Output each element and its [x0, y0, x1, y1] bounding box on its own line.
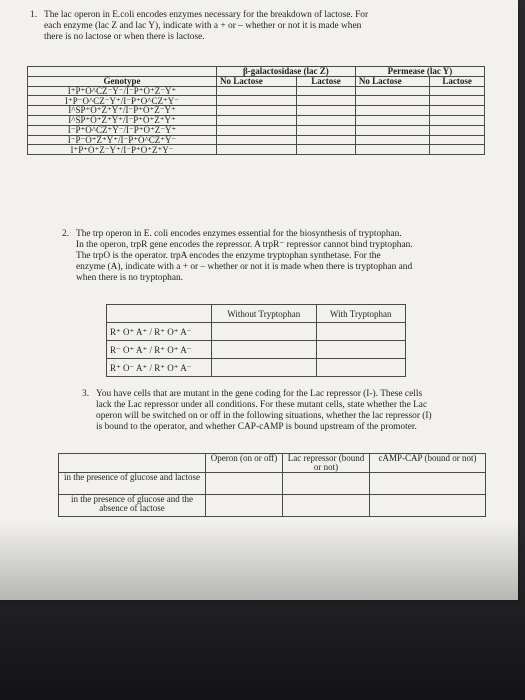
table-row: [28, 86, 485, 96]
table-row: [28, 145, 485, 155]
question-text-line: The trpO is the operator. trpA encodes the enzyme tryptophan synthetase. For the: [76, 251, 381, 261]
genotype-cell: I^SP⁺O⁺Z⁺Y⁺/I⁻P⁺O⁺Z⁻Y⁺: [28, 106, 217, 116]
answer-cell[interactable]: [430, 96, 485, 106]
subheader-no-lactose: No Lactose: [217, 76, 297, 86]
header-bgal: β-galactosidase (lac Z): [217, 67, 356, 77]
table-row: [28, 96, 485, 106]
answer-cell[interactable]: [355, 86, 429, 96]
question-number: 3.: [82, 389, 90, 399]
trp-operon-table: [106, 304, 406, 377]
table-row: [28, 125, 485, 135]
lac-repressor-mutant-table: [58, 453, 486, 517]
answer-cell[interactable]: [430, 86, 485, 96]
answer-cell[interactable]: [316, 341, 405, 359]
question-1: [30, 10, 484, 43]
answer-cell[interactable]: [370, 495, 486, 517]
subheader-no-lactose: No Lactose: [355, 76, 429, 86]
answer-cell[interactable]: [297, 135, 356, 145]
header-genotype: Genotype: [28, 76, 217, 86]
answer-cell[interactable]: [217, 115, 297, 125]
subheader-lactose: Lactose: [430, 76, 485, 86]
answer-cell[interactable]: [430, 115, 485, 125]
table-row: [28, 115, 485, 125]
question-text-line: there is no lactose or when there is lactose.: [44, 32, 205, 42]
answer-cell[interactable]: [355, 115, 429, 125]
answer-cell[interactable]: [217, 96, 297, 106]
empty-cell: [59, 454, 206, 473]
answer-cell[interactable]: [355, 145, 429, 155]
question-3: [82, 389, 496, 433]
question-2: [62, 229, 486, 284]
table-row: [107, 359, 406, 377]
answer-cell[interactable]: [297, 86, 356, 96]
question-text-line: The trp operon in E. coli encodes enzymes essential for the biosynthesis of tryptophan.: [76, 229, 402, 239]
answer-cell[interactable]: [297, 106, 356, 116]
answer-cell[interactable]: [283, 495, 370, 517]
answer-cell[interactable]: [212, 341, 317, 359]
question-text-line: lack the Lac repressor under all conditions. For these mutant cells, state whether the Lac: [96, 400, 428, 410]
answer-cell[interactable]: [217, 106, 297, 116]
question-number: 2.: [62, 229, 70, 239]
question-text-line: is bound to the operator, and whether CAP-cAMP is bound upstream of the promoter.: [96, 422, 417, 432]
question-text-line: In the operon, trpR gene encodes the repressor. A trpR⁻ repressor cannot bind tryptophan.: [76, 240, 413, 250]
table-row: [59, 473, 486, 495]
answer-cell[interactable]: [316, 323, 405, 341]
table-row: [28, 135, 485, 145]
empty-cell: [107, 305, 212, 323]
table-row: [59, 495, 486, 517]
genotype-cell: I⁺P⁻O^CZ⁻Y⁺/I⁻P⁺O^CZ⁺Y⁻: [28, 96, 217, 106]
empty-cell: [28, 67, 217, 77]
answer-cell[interactable]: [212, 359, 317, 377]
answer-cell[interactable]: [206, 495, 283, 517]
answer-cell[interactable]: [297, 145, 356, 155]
lac-operon-table: [27, 66, 485, 155]
subheader-lactose: Lactose: [297, 76, 356, 86]
genotype-cell: R⁺ O⁺ A⁺ / R⁺ O⁺ A⁻: [107, 323, 212, 341]
answer-cell[interactable]: [283, 473, 370, 495]
answer-cell[interactable]: [355, 96, 429, 106]
answer-cell[interactable]: [355, 135, 429, 145]
answer-cell[interactable]: [212, 323, 317, 341]
answer-cell[interactable]: [297, 125, 356, 135]
header-operon: Operon (on or off): [206, 454, 283, 473]
header-with-tryptophan: With Tryptophan: [316, 305, 405, 323]
question-text-line: when there is no tryptophan.: [76, 273, 184, 283]
genotype-cell: I^SP⁺O⁺Z⁺Y⁺/I⁻P⁺O⁺Z⁺Y⁺: [28, 115, 217, 125]
header-lac-repressor: Lac repressor (bound or not): [283, 454, 370, 473]
answer-cell[interactable]: [217, 86, 297, 96]
answer-cell[interactable]: [430, 106, 485, 116]
answer-cell[interactable]: [355, 125, 429, 135]
question-number: 1.: [30, 10, 38, 20]
table-row: [107, 323, 406, 341]
answer-cell[interactable]: [370, 473, 486, 495]
question-text-line: each enzyme (lac Z and lac Y), indicate with a + or – whether or not it is made when: [44, 21, 362, 31]
genotype-cell: I⁺P⁺O^CZ⁻Y⁻/I⁻P⁺O⁺Z⁻Y⁺: [28, 86, 217, 96]
answer-cell[interactable]: [217, 145, 297, 155]
genotype-cell: R⁻ O⁺ A⁺ / R⁺ O⁺ A⁻: [107, 341, 212, 359]
question-text-line: enzyme (A), indicate with a + or – whether or not it is made when there is tryptophan and: [76, 262, 413, 272]
answer-cell[interactable]: [297, 115, 356, 125]
question-text-line: The lac operon in E.coli encodes enzymes necessary for the breakdown of lactose. For: [44, 10, 369, 20]
condition-cell: in the presence of glucose and the absence of lactose: [59, 495, 206, 517]
answer-cell[interactable]: [316, 359, 405, 377]
genotype-cell: I⁺P⁺O⁺Z⁻Y⁺/I⁻P⁺O⁺Z⁺Y⁻: [28, 145, 217, 155]
answer-cell[interactable]: [355, 106, 429, 116]
answer-cell[interactable]: [297, 96, 356, 106]
question-text-line: operon will be switched on or off in the following situations, whether the lac repressor (I): [96, 411, 432, 421]
table-row: [107, 341, 406, 359]
header-permease: Permease (lac Y): [355, 67, 484, 77]
answer-cell[interactable]: [206, 473, 283, 495]
answer-cell[interactable]: [430, 135, 485, 145]
header-without-tryptophan: Without Tryptophan: [212, 305, 317, 323]
header-camp-cap: cAMP-CAP (bound or not): [370, 454, 486, 473]
question-text-line: You have cells that are mutant in the gene coding for the Lac repressor (I-). These cells: [96, 389, 423, 399]
condition-cell: in the presence of glucose and lactose: [59, 473, 206, 495]
genotype-cell: R⁺ O⁻ A⁺ / R⁺ O⁺ A⁻: [107, 359, 212, 377]
answer-cell[interactable]: [430, 145, 485, 155]
answer-cell[interactable]: [430, 125, 485, 135]
answer-cell[interactable]: [217, 135, 297, 145]
answer-cell[interactable]: [217, 125, 297, 135]
genotype-cell: I⁻P⁻O⁺Z⁺Y⁺/I⁻P⁺O^CZ⁺Y⁻: [28, 135, 217, 145]
genotype-cell: I⁻P⁺O^CZ⁺Y⁻/I⁻P⁺O⁺Z⁻Y⁺: [28, 125, 217, 135]
table-row: [28, 106, 485, 116]
